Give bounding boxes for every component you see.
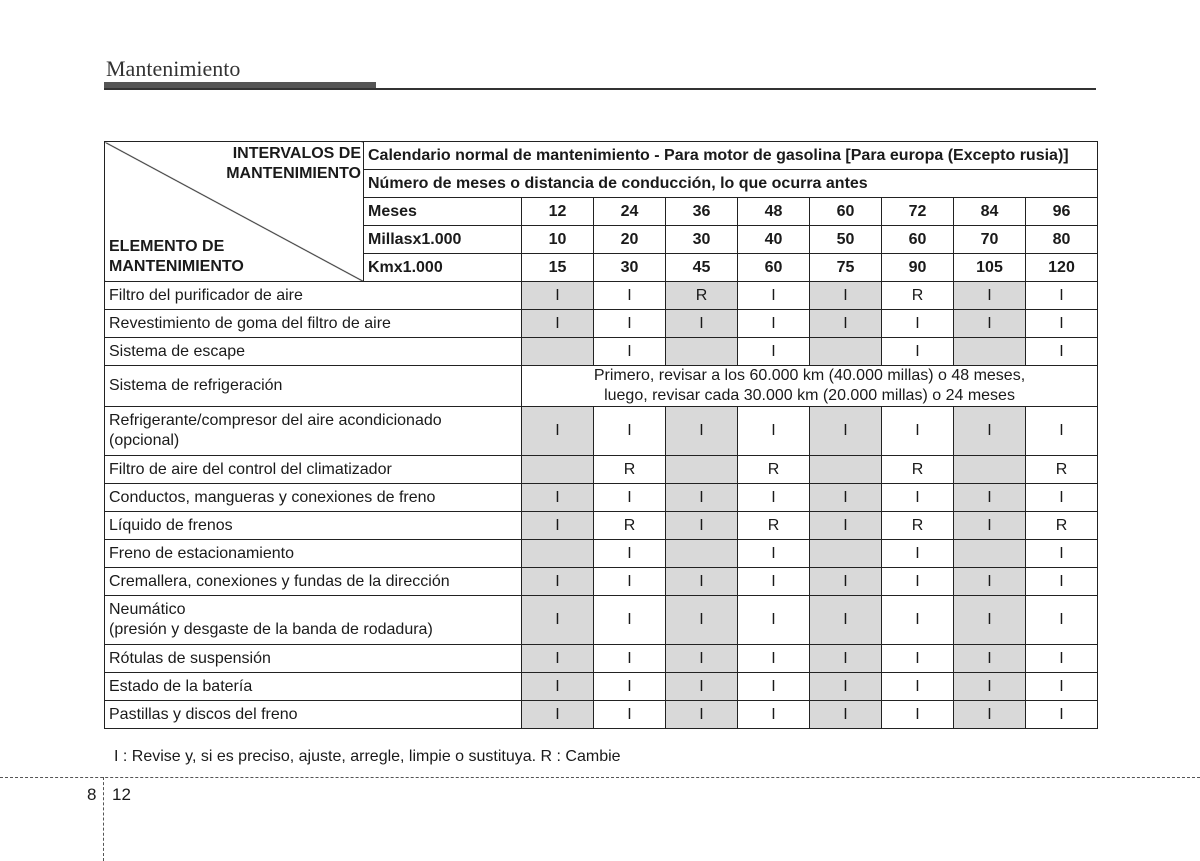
schedule-cell: I bbox=[810, 484, 882, 512]
table-row bbox=[105, 645, 1098, 673]
schedule-cell: I bbox=[954, 282, 1026, 310]
schedule-cell: I bbox=[594, 596, 666, 645]
schedule-cell: I bbox=[882, 540, 954, 568]
schedule-cell: I bbox=[1026, 310, 1098, 338]
schedule-cell: I bbox=[954, 512, 1026, 540]
schedule-cell: I bbox=[666, 645, 738, 673]
schedule-cell: I bbox=[738, 645, 810, 673]
interval-value: 36 bbox=[666, 198, 738, 226]
schedule-cell: R bbox=[882, 282, 954, 310]
schedule-cell: I bbox=[1026, 282, 1098, 310]
table-row bbox=[105, 282, 1098, 310]
interval-value: 60 bbox=[810, 198, 882, 226]
interval-value: 20 bbox=[594, 226, 666, 254]
schedule-cell: I bbox=[594, 673, 666, 701]
interval-value: 105 bbox=[954, 254, 1026, 282]
interval-value: 75 bbox=[810, 254, 882, 282]
schedule-cell: I bbox=[594, 568, 666, 596]
interval-value: 15 bbox=[522, 254, 594, 282]
schedule-cell: I bbox=[522, 407, 594, 456]
interval-value: 30 bbox=[594, 254, 666, 282]
schedule-cell: R bbox=[1026, 456, 1098, 484]
schedule-cell: I bbox=[810, 407, 882, 456]
interval-value: 96 bbox=[1026, 198, 1098, 226]
schedule-cell: R bbox=[594, 512, 666, 540]
chapter-number: 8 bbox=[87, 785, 97, 804]
schedule-cell: I bbox=[594, 338, 666, 366]
interval-value: 12 bbox=[522, 198, 594, 226]
schedule-cell: I bbox=[522, 282, 594, 310]
schedule-cell: I bbox=[738, 282, 810, 310]
maintenance-schedule-table bbox=[104, 141, 1098, 729]
schedule-cell bbox=[954, 456, 1026, 484]
schedule-cell: I bbox=[738, 407, 810, 456]
interval-value: 24 bbox=[594, 198, 666, 226]
schedule-cell: I bbox=[810, 645, 882, 673]
schedule-cell: I bbox=[954, 407, 1026, 456]
schedule-cell: I bbox=[666, 512, 738, 540]
table-row bbox=[105, 596, 1098, 645]
schedule-cell: R bbox=[738, 456, 810, 484]
schedule-cell: I bbox=[738, 540, 810, 568]
schedule-cell: I bbox=[1026, 596, 1098, 645]
schedule-cell: I bbox=[522, 701, 594, 729]
table-row bbox=[105, 366, 1098, 407]
schedule-cell: I bbox=[810, 568, 882, 596]
schedule-cell: I bbox=[954, 484, 1026, 512]
schedule-cell: I bbox=[954, 596, 1026, 645]
schedule-cell: I bbox=[1026, 673, 1098, 701]
interval-value: 60 bbox=[882, 226, 954, 254]
interval-value: 40 bbox=[738, 226, 810, 254]
maintenance-item-name: Sistema de refrigeración bbox=[105, 366, 522, 407]
page-number: 12 bbox=[112, 785, 131, 804]
schedule-cell bbox=[522, 338, 594, 366]
schedule-cell: I bbox=[738, 310, 810, 338]
table-row bbox=[105, 540, 1098, 568]
schedule-cell: I bbox=[954, 673, 1026, 701]
schedule-cell: I bbox=[810, 673, 882, 701]
schedule-cell: I bbox=[1026, 701, 1098, 729]
schedule-cell: I bbox=[666, 310, 738, 338]
schedule-cell bbox=[810, 540, 882, 568]
schedule-cell: R bbox=[594, 456, 666, 484]
page-header-title: Mantenimiento bbox=[106, 56, 241, 81]
schedule-cell: I bbox=[522, 310, 594, 338]
schedule-cell bbox=[954, 540, 1026, 568]
interval-value: 60 bbox=[738, 254, 810, 282]
schedule-cell: R bbox=[738, 512, 810, 540]
maintenance-item-name: Refrigerante/compresor del aire acondicionado (opcional) bbox=[105, 407, 522, 456]
interval-value: 45 bbox=[666, 254, 738, 282]
table-row bbox=[105, 484, 1098, 512]
schedule-cell: I bbox=[738, 673, 810, 701]
schedule-cell: I bbox=[882, 596, 954, 645]
schedule-cell: I bbox=[882, 568, 954, 596]
schedule-cell: I bbox=[810, 512, 882, 540]
table-corner-cell bbox=[105, 142, 364, 282]
maintenance-item-name: Pastillas y discos del freno bbox=[105, 701, 522, 729]
schedule-cell: I bbox=[1026, 407, 1098, 456]
corner-intervals-label: INTERVALOS DE MANTENIMIENTO bbox=[226, 145, 361, 182]
schedule-note: Primero, revisar a los 60.000 km (40.000 millas) o 48 meses, luego, revisar cada 30.000 km (20.000 millas) o 24 meses bbox=[522, 366, 1098, 407]
schedule-cell: I bbox=[738, 701, 810, 729]
schedule-cell: I bbox=[882, 701, 954, 729]
schedule-cell bbox=[954, 338, 1026, 366]
schedule-cell: I bbox=[522, 484, 594, 512]
table-legend: I : Revise y, si es preciso, ajuste, arregle, limpie o sustituya. R : Cambie bbox=[114, 748, 621, 765]
footer-rule bbox=[0, 777, 1200, 778]
schedule-cell bbox=[666, 456, 738, 484]
interval-value: 50 bbox=[810, 226, 882, 254]
schedule-cell: I bbox=[810, 282, 882, 310]
maintenance-item-name: Filtro de aire del control del climatizador bbox=[105, 456, 522, 484]
maintenance-item-name: Líquido de frenos bbox=[105, 512, 522, 540]
schedule-cell: R bbox=[882, 456, 954, 484]
schedule-cell: I bbox=[522, 568, 594, 596]
footer-vertical-rule bbox=[103, 777, 104, 861]
interval-value: 72 bbox=[882, 198, 954, 226]
header-rule bbox=[104, 88, 1096, 90]
schedule-cell: I bbox=[666, 673, 738, 701]
schedule-cell: R bbox=[882, 512, 954, 540]
schedule-cell: I bbox=[1026, 484, 1098, 512]
schedule-cell: I bbox=[1026, 338, 1098, 366]
table-row bbox=[105, 673, 1098, 701]
table-row bbox=[105, 456, 1098, 484]
schedule-cell: I bbox=[810, 310, 882, 338]
interval-label: Kmx1.000 bbox=[364, 254, 522, 282]
schedule-cell: I bbox=[666, 484, 738, 512]
schedule-cell: R bbox=[1026, 512, 1098, 540]
schedule-cell: I bbox=[666, 407, 738, 456]
schedule-cell: I bbox=[882, 645, 954, 673]
table-row bbox=[105, 407, 1098, 456]
schedule-cell: I bbox=[522, 596, 594, 645]
schedule-cell: I bbox=[738, 484, 810, 512]
schedule-cell: I bbox=[1026, 540, 1098, 568]
schedule-cell: I bbox=[522, 512, 594, 540]
interval-label: Millasx1.000 bbox=[364, 226, 522, 254]
maintenance-item-name: Rótulas de suspensión bbox=[105, 645, 522, 673]
schedule-cell: I bbox=[594, 645, 666, 673]
table-row bbox=[105, 701, 1098, 729]
interval-value: 90 bbox=[882, 254, 954, 282]
schedule-cell: I bbox=[954, 568, 1026, 596]
schedule-title: Calendario normal de mantenimiento - Para motor de gasolina [Para europa (Excepto rusia)] bbox=[364, 142, 1098, 170]
schedule-cell: I bbox=[882, 673, 954, 701]
schedule-cell: I bbox=[666, 596, 738, 645]
schedule-cell bbox=[666, 540, 738, 568]
schedule-cell bbox=[810, 456, 882, 484]
schedule-cell bbox=[810, 338, 882, 366]
interval-value: 10 bbox=[522, 226, 594, 254]
schedule-cell: I bbox=[666, 568, 738, 596]
maintenance-item-name: Conductos, mangueras y conexiones de freno bbox=[105, 484, 522, 512]
table-row bbox=[105, 512, 1098, 540]
maintenance-item-name: Freno de estacionamiento bbox=[105, 540, 522, 568]
schedule-cell: I bbox=[954, 645, 1026, 673]
interval-value: 84 bbox=[954, 198, 1026, 226]
schedule-cell: I bbox=[594, 701, 666, 729]
maintenance-item-name: Estado de la batería bbox=[105, 673, 522, 701]
maintenance-item-name: Filtro del purificador de aire bbox=[105, 282, 522, 310]
corner-element-label: ELEMENTO DE MANTENIMIENTO bbox=[109, 238, 244, 275]
schedule-cell: I bbox=[1026, 645, 1098, 673]
schedule-cell: I bbox=[594, 407, 666, 456]
schedule-cell: I bbox=[882, 310, 954, 338]
schedule-cell: I bbox=[594, 484, 666, 512]
maintenance-item-name: Cremallera, conexiones y fundas de la dirección bbox=[105, 568, 522, 596]
schedule-cell: I bbox=[954, 310, 1026, 338]
maintenance-item-name: Revestimiento de goma del filtro de aire bbox=[105, 310, 522, 338]
schedule-cell: I bbox=[522, 673, 594, 701]
schedule-cell: I bbox=[1026, 568, 1098, 596]
schedule-cell: I bbox=[594, 310, 666, 338]
table-row bbox=[105, 338, 1098, 366]
schedule-cell bbox=[666, 338, 738, 366]
schedule-cell: I bbox=[522, 645, 594, 673]
maintenance-item-name: Sistema de escape bbox=[105, 338, 522, 366]
schedule-cell: I bbox=[738, 596, 810, 645]
schedule-cell: I bbox=[666, 701, 738, 729]
interval-value: 48 bbox=[738, 198, 810, 226]
interval-value: 80 bbox=[1026, 226, 1098, 254]
interval-value: 70 bbox=[954, 226, 1026, 254]
interval-value: 120 bbox=[1026, 254, 1098, 282]
schedule-cell bbox=[522, 540, 594, 568]
interval-label: Meses bbox=[364, 198, 522, 226]
schedule-cell: I bbox=[594, 540, 666, 568]
schedule-cell: I bbox=[738, 568, 810, 596]
schedule-cell bbox=[522, 456, 594, 484]
schedule-cell: I bbox=[594, 282, 666, 310]
schedule-cell: I bbox=[882, 484, 954, 512]
schedule-cell: I bbox=[954, 701, 1026, 729]
table-row bbox=[105, 310, 1098, 338]
schedule-cell: I bbox=[810, 596, 882, 645]
schedule-cell: I bbox=[882, 407, 954, 456]
schedule-cell: I bbox=[810, 701, 882, 729]
schedule-cell: I bbox=[738, 338, 810, 366]
interval-value: 30 bbox=[666, 226, 738, 254]
table-row bbox=[105, 568, 1098, 596]
schedule-cell: I bbox=[882, 338, 954, 366]
schedule-cell: R bbox=[666, 282, 738, 310]
schedule-subtitle: Número de meses o distancia de conducción, lo que ocurra antes bbox=[364, 170, 1098, 198]
maintenance-item-name: Neumático (presión y desgaste de la banda de rodadura) bbox=[105, 596, 522, 645]
